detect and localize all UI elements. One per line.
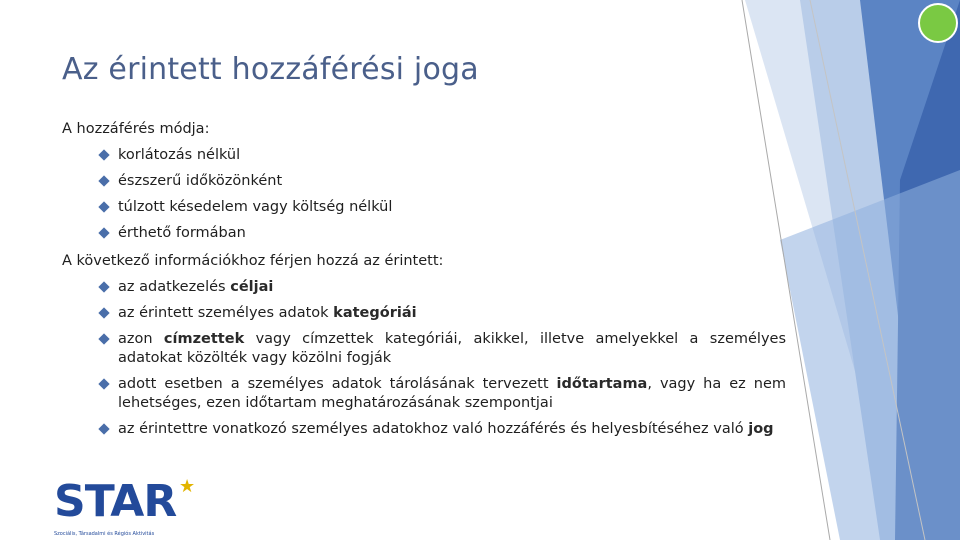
green-circle-button[interactable] [918,3,958,43]
diamond-bullet-icon [98,423,109,434]
list-item: korlátozás nélkül [62,146,786,165]
star-icon: ★ [179,476,196,497]
diamond-bullet-icon [98,333,109,344]
list-item: az érintett személyes adatok kategóriái [62,304,786,323]
list-item: túlzott késedelem vagy költség nélkül [62,198,786,217]
diamond-bullet-icon [98,175,109,186]
slide-title: Az érintett hozzáférési joga [62,52,479,87]
logo-tagline: Szociális, Társadalmi és Régiós Aktivitás [54,531,155,537]
list-item: érthető formában [62,224,786,243]
information-list [62,278,786,439]
diamond-bullet-icon [98,227,109,238]
diamond-bullet-icon [98,307,109,318]
list-item: észszerű időközönként [62,172,786,191]
slide-content [62,120,786,439]
section-information-heading: A következő információkhoz férjen hozzá az érintett: [62,253,444,269]
list-item: adott esetben a személyes adatok tárolásának tervezett időtartama, vagy ha ez nem lehetséges, ezen időtartam meghatározásának szempontjai [62,375,786,413]
star-logo [54,476,214,540]
logo-text: STAR [54,476,177,527]
list-item: az érintettre vonatkozó személyes adatokhoz való hozzáférés és helyesbítéséhez való jog [62,420,786,439]
diamond-bullet-icon [98,201,109,212]
diamond-bullet-icon [98,281,109,292]
list-item: az adatkezelés céljai [62,278,786,297]
section-access-mode-heading: A hozzáférés módja: [62,121,210,137]
list-item: azon címzettek vagy címzettek kategóriái, akikkel, illetve amelyekkel a személyes adatokat közölték vagy közölni fogják [62,330,786,368]
diamond-bullet-icon [98,378,109,389]
diamond-bullet-icon [98,149,109,160]
access-mode-list [62,146,786,243]
